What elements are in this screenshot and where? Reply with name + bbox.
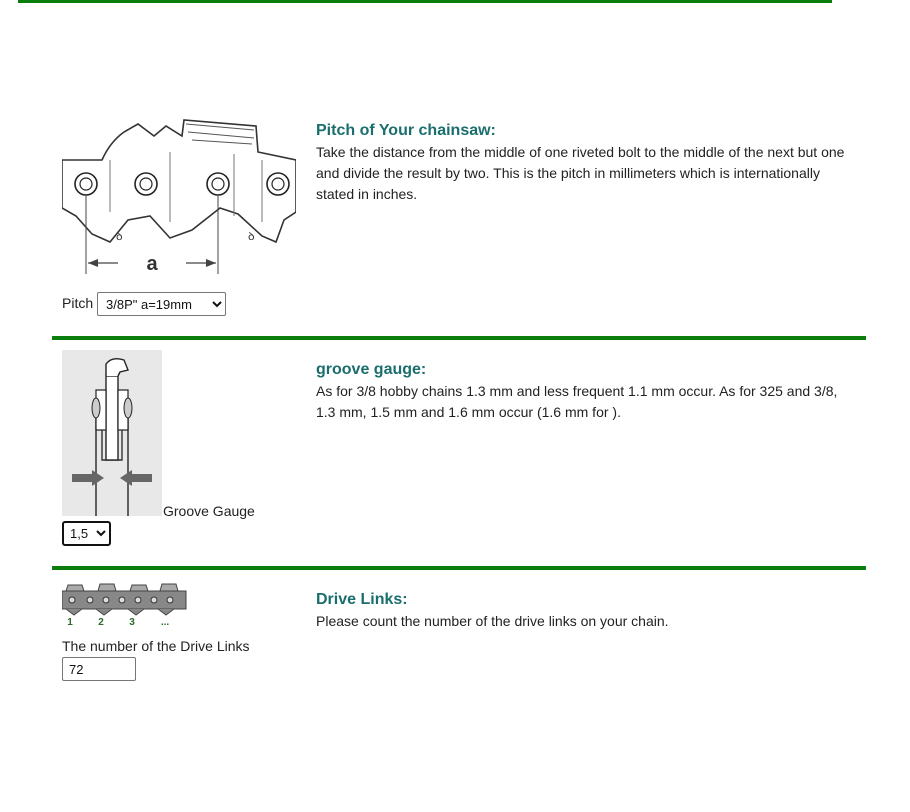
svg-text:ꝺ: ꝺ <box>248 231 255 243</box>
drive-link-number: 1 <box>67 617 73 627</box>
groove-title: groove gauge: <box>316 361 427 378</box>
drive-link-number: 2 <box>98 617 104 627</box>
pitch-description: Take the distance from the middle of one riveted bolt to the middle of the next but one and divide the result by two. This is the pitch in millimeters which is internationally stated in inches. <box>316 144 845 202</box>
groove-gauge-label: Groove Gauge <box>163 503 255 519</box>
drive-links-diagram <box>62 581 188 627</box>
section-divider <box>52 336 866 340</box>
pitch-title: Pitch of Your chainsaw: <box>316 122 496 139</box>
svg-text:ꝺ: ꝺ <box>116 231 123 243</box>
drive-links-label: The number of the Drive Links <box>62 638 250 654</box>
drive-links-input[interactable] <box>62 657 136 681</box>
drive-link-number: 3 <box>129 617 135 627</box>
groove-description: As for 3/8 hobby chains 1.3 mm and less frequent 1.1 mm occur. As for 325 and 3/8, 1.3 mm, 1.5 mm and 1.6 mm occur (1.6 mm for ). <box>316 383 838 420</box>
top-divider <box>18 0 832 3</box>
drive-links-description: Please count the number of the drive links on your chain. <box>316 613 669 629</box>
pitch-diagram <box>62 112 296 278</box>
drive-links-title: Drive Links: <box>316 591 408 608</box>
drive-link-number: ... <box>160 617 170 627</box>
pitch-select[interactable] <box>97 292 226 316</box>
section-divider <box>52 566 866 570</box>
pitch-figure-label: a <box>146 253 158 275</box>
groove-gauge-diagram <box>62 350 162 516</box>
groove-gauge-select[interactable] <box>62 521 111 546</box>
pitch-label: Pitch <box>62 295 94 311</box>
